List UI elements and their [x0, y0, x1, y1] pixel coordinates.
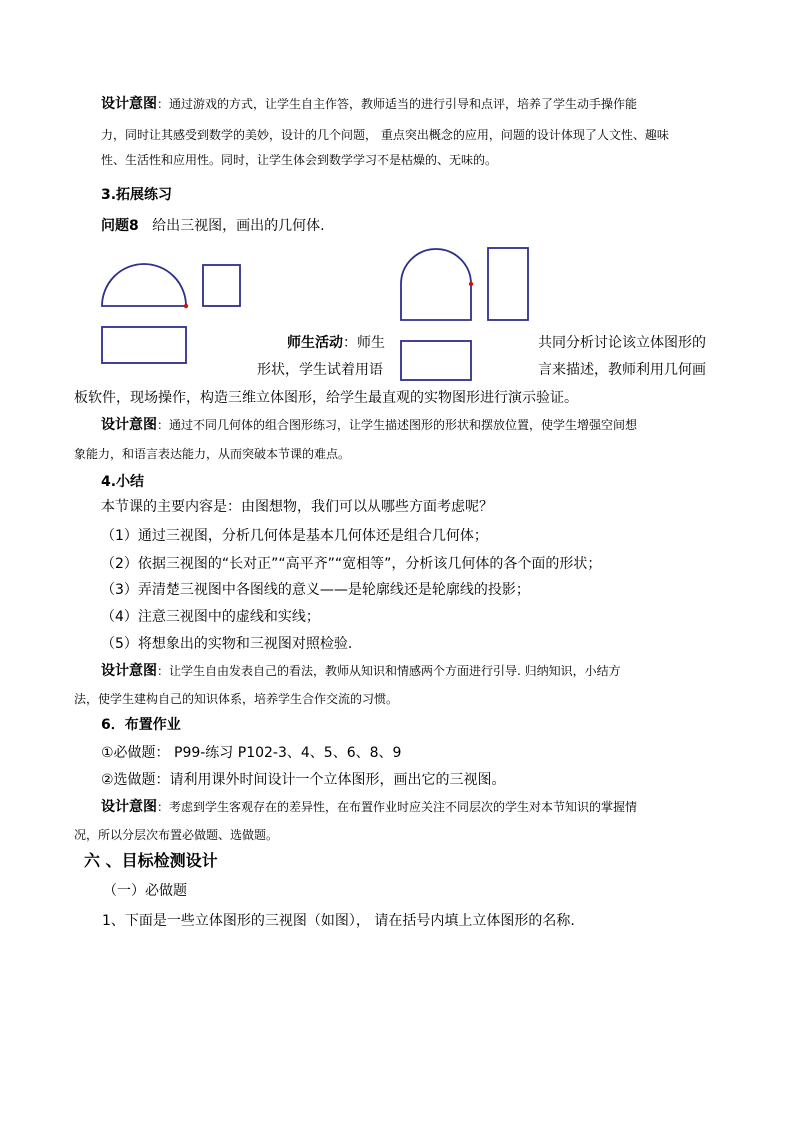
- homework-optional: ②选做题：请利用课外时间设计一个立体图形，画出它的三视图。: [101, 772, 506, 788]
- design-intent-3-line2: 法，使学生建构自己的知识体系，培养学生合作交流的习惯。: [74, 692, 399, 706]
- wide-rectangle-view: [102, 327, 186, 363]
- design-intent-label: 设计意图: [101, 417, 157, 433]
- small-square-view: [203, 265, 240, 306]
- summary-item-2: （2）依据三视图的“长对正”“高平齐”“宽相等”，分析该几何体的各个面的形状；: [101, 556, 602, 572]
- required-questions-heading: （一）必做题: [103, 883, 187, 899]
- activity-line1-a: [287, 334, 385, 352]
- question-1: 1、下面是一些立体图形的三视图（如图）， 请在括号内填上立体图形的名称.: [102, 913, 575, 929]
- point-marker: [184, 304, 188, 308]
- summary-intro: 本节课的主要内容是：由图想物，我们可以从哪些方面考虑呢？: [101, 499, 493, 515]
- point-marker: [469, 282, 473, 286]
- homework-required: ①必做题： P99-练习 P102-3、4、5、6、8、9: [101, 745, 402, 761]
- summary-item-1: （1）通过三视图，分析几何体是基本几何体还是组合几何体；: [101, 528, 488, 544]
- activity-line2-b: 言来描述，教师利用几何画: [538, 362, 706, 378]
- semicircle-view: [102, 264, 186, 306]
- design-intent-1-line2: 力，同时让其感受到数学的美妙，设计的几个问题， 重点突出概念的应用，问题的设计体现了人文性、趣味: [101, 128, 669, 142]
- design-intent-4-line1: [101, 798, 637, 816]
- design-text: ：让学生自由发表自己的看法，教师从知识和情感两个方面进行引导. 归纳知识，小结方: [157, 664, 621, 678]
- design-intent-label: 设计意图: [101, 663, 157, 679]
- section-heading-homework: 6．布置作业: [101, 717, 181, 733]
- design-text: ：通过游戏的方式，让学生自主作答，教师适当的进行引导和点评，培养了学生动手操作能: [157, 97, 638, 111]
- section-heading-extension: 3.拓展练习: [101, 187, 173, 203]
- arch-view: [401, 249, 471, 320]
- design-intent-label: 设计意图: [101, 96, 157, 112]
- problem-text: 给出三视图，画出的几何体.: [152, 218, 325, 234]
- design-intent-2-line1: [101, 416, 637, 434]
- tall-rectangle-view: [488, 248, 528, 320]
- section-heading-assessment: 六 、目标检测设计: [84, 851, 218, 870]
- lower-rectangle-view: [401, 341, 471, 380]
- design-intent-2-line2: 象能力，和语言表达能力，从而突破本节课的难点。: [74, 447, 351, 461]
- activity-line3: 板软件，现场操作，构造三维立体图形，给学生最直观的实物图形进行演示验证。: [74, 390, 578, 406]
- activity-label: 师生活动: [287, 335, 343, 351]
- activity-line2-a: 形状，学生试着用语: [257, 362, 383, 378]
- summary-item-5: （5）将想象出的实物和三视图对照检验.: [101, 636, 353, 652]
- design-text: ：考虑到学生客观存在的差异性，在布置作业时应关注不同层次的学生对本节知识的掌握情: [157, 800, 638, 814]
- problem-label: 问题8: [101, 218, 139, 234]
- section-heading-summary: 4.小结: [101, 474, 145, 490]
- activity-text: ：师生: [343, 335, 385, 351]
- design-intent-label: 设计意图: [101, 799, 157, 815]
- design-text: ：通过不同几何体的组合图形练习，让学生描述图形的形状和摆放位置，使学生增强空间想: [157, 418, 638, 432]
- design-intent-3-line1: [101, 662, 621, 680]
- design-intent-4-line2: 况，所以分层次布置必做题、选做题。: [74, 828, 279, 842]
- summary-item-4: （4）注意三视图中的虚线和实线；: [101, 609, 320, 625]
- activity-line1-b: 共同分析讨论该立体图形的: [538, 335, 706, 351]
- design-intent-1-line3: 性、生活性和应用性。同时，让学生体会到数学学习不是枯燥的、无味的。: [101, 153, 498, 167]
- summary-item-3: （3）弄清楚三视图中各图线的意义——是轮廓线还是轮廓线的投影；: [101, 582, 530, 598]
